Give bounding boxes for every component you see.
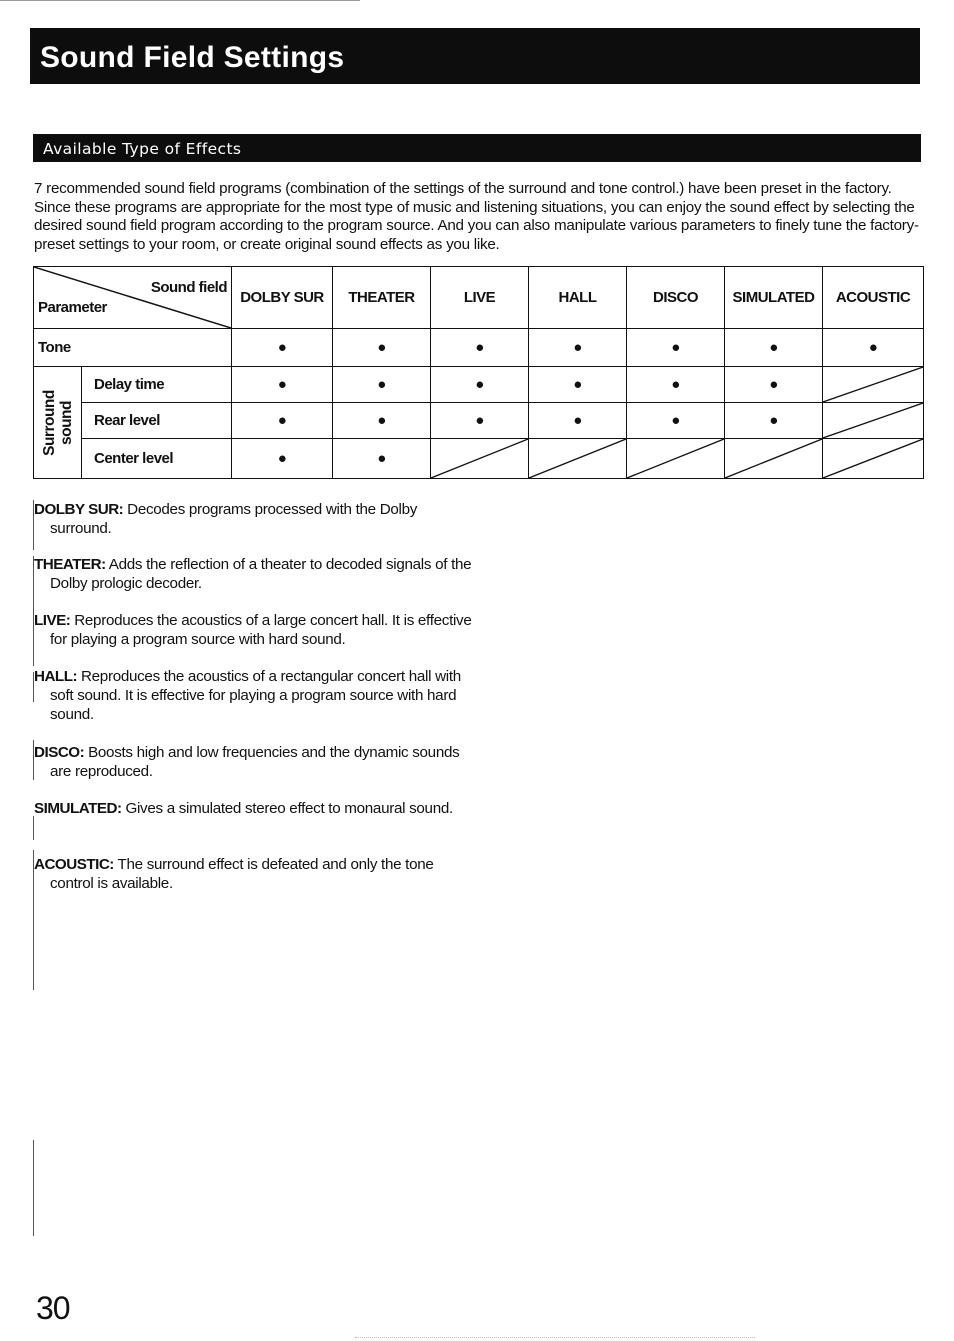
dot-marker: ● (769, 376, 778, 393)
value-dot-cell (529, 403, 627, 439)
definition-item (34, 855, 480, 893)
table-row-delay-time (34, 367, 924, 403)
intro-paragraph: 7 recommended sound field programs (combination of the settings of the surround and tone control.) have been preset in the factory. Since these programs are appropriate for the most type of music and listening situations, you can enjoy the sound effect by selecting the desired sound field program according to the program source. And you can also manipulate various parameters to finely tune the factory-preset settings to your room, or create original sound effects as you like. (34, 180, 919, 253)
value-dot-cell (627, 403, 725, 439)
dot-marker: ● (377, 412, 386, 429)
section-title: Available Type of Effects (43, 140, 242, 158)
value-dot-cell (529, 367, 627, 403)
dot-marker: ● (671, 339, 680, 356)
table-row-center-level (34, 439, 924, 479)
column-header: HALL (529, 267, 627, 329)
definition-text: Gives a simulated stereo effect to monaural sound. (121, 800, 453, 817)
value-dot-cell (333, 439, 431, 479)
table-row-tone (34, 329, 924, 367)
dot-marker: ● (769, 339, 778, 356)
dot-marker: ● (868, 339, 878, 356)
value-dot-cell (725, 329, 823, 367)
not-applicable-slash (823, 367, 923, 402)
corner-parameter-label: Parameter (38, 299, 107, 316)
table-row-rear-level (34, 403, 924, 439)
value-dot-cell (627, 329, 725, 367)
dot-marker: ● (769, 412, 778, 429)
definition-term: DISCO: (34, 744, 85, 761)
column-header: DISCO (627, 267, 725, 329)
not-applicable-slash (823, 403, 923, 438)
dot-marker: ● (475, 412, 484, 429)
definition-term: THEATER: (34, 556, 106, 573)
dot-marker: ● (671, 376, 680, 393)
row-label: Rear level (82, 403, 232, 439)
dot-marker: ● (277, 376, 287, 393)
margin-line (33, 816, 34, 840)
not-applicable-cell (431, 439, 529, 479)
dot-marker: ● (573, 412, 582, 429)
effects-table (33, 266, 924, 479)
dot-marker: ● (475, 339, 484, 356)
row-label: Delay time (82, 367, 232, 403)
definition-term: HALL: (34, 668, 78, 685)
value-dot-cell (333, 403, 431, 439)
value-dot-cell (232, 329, 333, 367)
surround-label-line2: sound (57, 400, 75, 445)
value-dot-cell (333, 367, 431, 403)
dot-marker: ● (277, 450, 287, 467)
corner-sound-field-label: Sound field (150, 279, 227, 296)
value-dot-cell (333, 329, 431, 367)
value-dot-cell (431, 367, 529, 403)
dot-marker: ● (475, 376, 484, 393)
definition-item (34, 500, 480, 538)
dot-marker: ● (277, 412, 287, 429)
value-dot-cell (529, 329, 627, 367)
value-dot-cell (627, 367, 725, 403)
column-header: ACOUSTIC (823, 267, 924, 329)
definition-item (34, 555, 480, 593)
dot-marker: ● (377, 339, 386, 356)
value-dot-cell (725, 403, 823, 439)
not-applicable-cell (823, 439, 924, 479)
column-header: DOLBY SUR (232, 267, 333, 329)
section-header (33, 134, 921, 162)
row-label: Center level (82, 439, 232, 479)
dot-marker: ● (573, 376, 582, 393)
definition-term: DOLBY SUR: (34, 501, 124, 518)
definition-term: LIVE: (34, 612, 71, 629)
table-corner-cell (34, 267, 232, 329)
definition-text: Boosts high and low frequencies and the dynamic sounds are reproduced. (50, 744, 460, 780)
not-applicable-cell (627, 439, 725, 479)
definition-text: Adds the reflection of a theater to decoded signals of the Dolby prologic decoder. (50, 556, 472, 592)
definition-item (34, 611, 480, 649)
dot-marker: ● (277, 339, 287, 356)
definition-item (34, 667, 480, 724)
bottom-rule (355, 1337, 755, 1339)
definition-text: Decodes programs processed with the Dolby surround. (50, 501, 418, 537)
column-header: LIVE (431, 267, 529, 329)
page-title: Sound Field Settings (40, 41, 345, 74)
not-applicable-slash (529, 439, 626, 478)
surround-label-line1: Surround (40, 389, 58, 456)
definition-term: ACOUSTIC: (34, 856, 114, 873)
dot-marker: ● (573, 339, 582, 356)
not-applicable-cell (529, 439, 627, 479)
dot-marker: ● (377, 450, 386, 467)
column-header: THEATER (333, 267, 431, 329)
not-applicable-cell (725, 439, 823, 479)
row-label: Tone (34, 329, 232, 367)
value-dot-cell (725, 367, 823, 403)
value-dot-cell (431, 329, 529, 367)
definition-item (34, 743, 480, 781)
top-rule (0, 0, 360, 1)
dot-marker: ● (377, 376, 386, 393)
value-dot-cell (232, 403, 333, 439)
dot-marker: ● (671, 412, 680, 429)
margin-line (33, 1140, 34, 1236)
not-applicable-slash (725, 439, 822, 478)
surround-sound-group-label (34, 367, 82, 479)
page-number: 30 (36, 1290, 70, 1326)
corner-diagonal (34, 267, 231, 328)
definition-item (34, 799, 480, 818)
table-header-row (34, 267, 924, 329)
definition-text: Reproduces the acoustics of a rectangular concert hall with soft sound. It is effective for playing a program source with hard sound. (50, 668, 461, 723)
definition-text: The surround effect is defeated and only the tone control is available. (50, 856, 434, 892)
title-bar (30, 28, 920, 84)
value-dot-cell (232, 367, 333, 403)
not-applicable-cell (823, 367, 924, 403)
definition-term: SIMULATED: (34, 800, 122, 817)
not-applicable-cell (823, 403, 924, 439)
value-dot-cell (232, 439, 333, 479)
value-dot-cell (823, 329, 924, 367)
not-applicable-slash (627, 439, 724, 478)
not-applicable-slash (431, 439, 528, 478)
column-header: SIMULATED (725, 267, 823, 329)
value-dot-cell (431, 403, 529, 439)
definition-text: Reproduces the acoustics of a large concert hall. It is effective for playing a program source with hard sound. (50, 612, 472, 648)
not-applicable-slash (823, 439, 923, 478)
